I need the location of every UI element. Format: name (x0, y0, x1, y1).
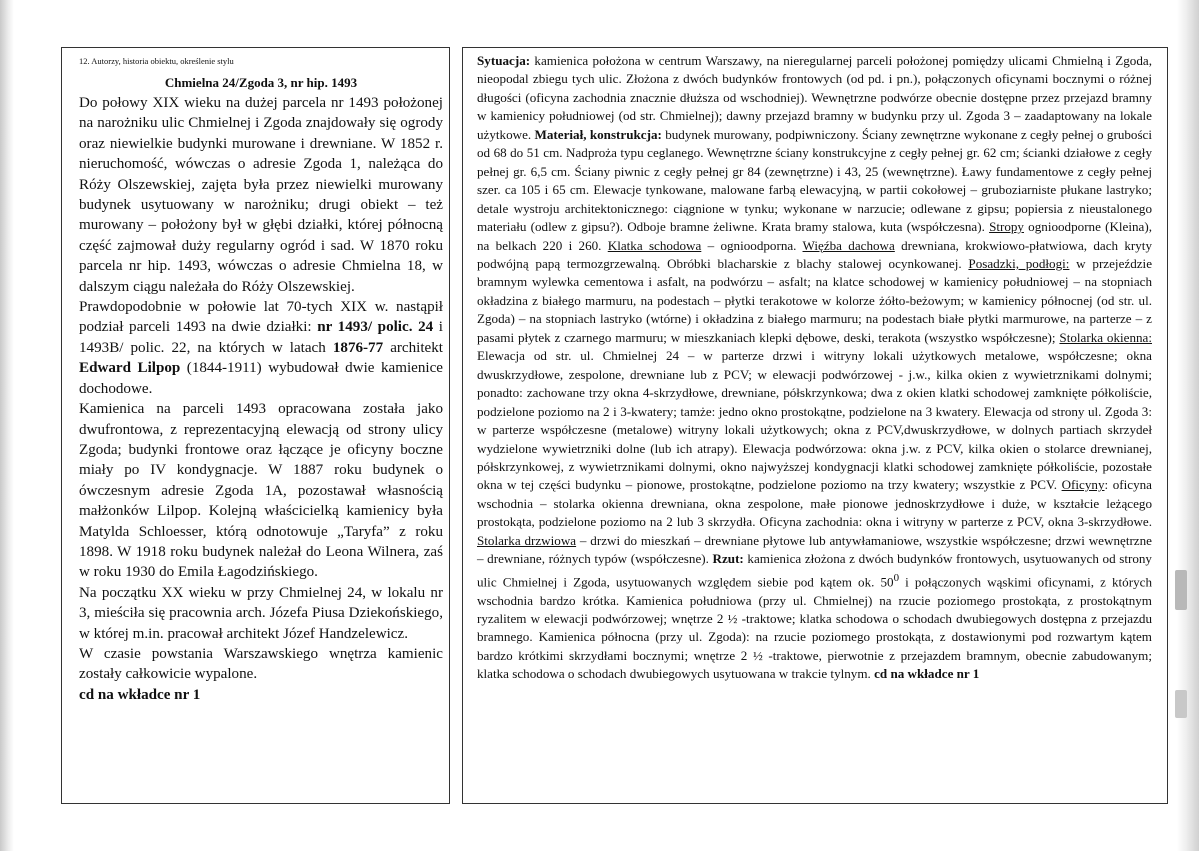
right-column (477, 52, 1152, 684)
left-column (79, 56, 443, 705)
scan-mark (1175, 690, 1187, 718)
stropy-text: ognioodporne (Kleina), na belkach 220 i 260. (477, 219, 1152, 253)
degree-superscript: 0 (893, 571, 900, 584)
wiezba-text: drewniana, krokwiowo-płatwiowa, dach kryty podwójną papą termozgrzewalną. Obróbki blacharskie z blachy stalowej ocynkowanej. (477, 237, 1152, 271)
oficyny-label: Oficyny (1061, 477, 1105, 493)
continuation-text: cd na wkładce nr 1 (874, 666, 980, 682)
scan-edge-right (1177, 0, 1199, 851)
scan-edge-left (0, 0, 14, 851)
rzut-label: Rzut: (712, 551, 744, 567)
material-label: Materiał, konstrukcja: (534, 126, 662, 142)
klatka-text: – ognioodporna. (701, 237, 803, 253)
posadzki-label: Posadzki, podłogi: (968, 255, 1070, 271)
sytuacja-text: kamienica położona w centrum Warszawy, na nieregularnej parceli położonej pomiędzy ulicami Chmielną i Zgoda, nieopodal zbiegu tych ulic. Złożona z dwóch budynków frontowych (od pd. i pn.), połączonych oficynami bocznymi o różnej długości (oficyna zachodnia znacznie dłuższa od wschodniej). Wewnętrzne podwórze obecnie dostępne przez przejazd bramny w kamienicy południowej (od str. Chmielnej); dawny przejazd bramny w budynku przy ul. Zgoda 3 – zaadaptowany na lokale użytkowe. (477, 53, 1152, 142)
stropy-label: Stropy (989, 219, 1024, 235)
continuation-text: cd na wkładce nr 1 (79, 686, 201, 703)
history-paragraph-1: Do połowy XIX wieku na dużej parcela nr 1493 położonej na narożniku ulic Chmielnej i Zgoda znajdowały się ogrody oraz niewielkie budynki murowane i drewniane. W 1852 r. nieruchomość, wówczas o adresie Zgoda 1, należąca do Róży Olszewskiej, zajęta była przez niewielki murowany budynek usytuowany w narożniku; drugi obiekt – też murowany – położony był w głębi działki, której północną część zajmował duży regularny ogród i sad. W 1870 roku parcela nr hip. 1493, wówczas o adresie Chmielna 18, w dalszym ciągu należała do Róży Olszewskiej. (79, 95, 443, 295)
description-paragraph (477, 52, 1152, 684)
history-paragraph-4: Na początku XX wieku w przy Chmielnej 24, w lokalu nr 3, mieściła się pracownia arch. Józefa Piusa Dziekońskiego, w której m.in. pracował architekt Józef Handzelewicz. (79, 584, 443, 642)
text: Prawdopodobnie w połowie lat 70-tych XIX w. nastąpił podział parceli 1493 na dwie działki: (79, 299, 443, 336)
text: i 1493B/ polic. 22, na których w latach (79, 319, 443, 356)
section-header: 12. Autorzy, historia obiektu, określenie stylu (79, 56, 234, 66)
history-paragraph-3: Kamienica na parceli 1493 opracowana została jako dwufrontowa, z reprezentacyjną elewacją od strony ulicy Zgoda; budynki frontowe oraz łączące je oficyny boczne miały po IV kondygnacje. W 1887 roku budynek o ówczesnym adresie Zgoda 1A, pozostawał własnością małżonków Lilpop. Kolejną właścicielką kamienicy była Matylda Schloesser, którą odnotowuje „Taryfa” z roku 1898. W 1918 roku budynek należał do Leona Wilnera, zaś w roku 1930 do Emila Łagodzińskiego. (79, 401, 443, 581)
material-text: budynek murowany, podpiwniczony. Ściany zewnętrzne wykonane z cegły pełnej o grubości od 68 do 51 cm. Nadproża typu ceglanego. Wewnętrzne ściany konstrukcyjne z cegły pełnej gr. 62 cm; ścianki działowe z cegły pełnej gr. 6,5 cm. Ściany piwnic z cegły pełnej gr 84 (zewnętrzne) i 43, 25 (wewnętrzne). Ławy fundamentowe z cegły pełnej szer. ca 105 i 65 cm. Elewacje tynkowane, malowane farbą elewacyjną, w partii cokołowej – gruboziarniste płukane lastryko; detale wystroju architektonicznego: ciągnione w tynku; wykonane w narzucie; odlewane z gipsu; popiersia z nieustalonego materiału (odlew z gipsu?). Odboje bramne żeliwne. Krata bramy stalowa, kuta (współczesna). (477, 126, 1152, 235)
stolarka-okienna-label: Stolarka okienna: (1059, 329, 1152, 345)
klatka-label: Klatka schodowa (607, 237, 702, 253)
rzut-text-2: i połączonych wąskimi oficynami, z których wschodnia bardzo krótka. Kamienica południowa (przy ul. Chmielnej) na rzucie poziomego prostokąta, z prostokątnym ryzalitem w elewacji podwórzowej; wnętrze 2 ½ -traktowe; klatka schodowa o schodach dwubiegowych dostępna z przejazdu bramnego. Kamienica północna (przy ul. Zgoda): na rzucie poziomego prostokąta, z dostawionymi pod rozwartym kątem bardzo krótkimi skrzydłami bocznymi; wnętrze 2 ½ -traktowe, pierwotnie z przejazdem bramnym, obecnie zabudowanym; klatka schodowa o schodach dwubiegowych usytuowana w trakcie tylnym. (477, 574, 1152, 682)
stolarka-okienna-text: Elewacja od str. ul. Chmielnej 24 – w parterze drzwi i witryny lokali użytkowych metalowe, współczesne; okna dwuskrzydłowe, zespolone, drewniane lub z PCV; w elewacji podwórzowej - j.w., kilka okien z wywietrznikami dolnymi; ponadto: zachowane trzy okna 4-skrzydłowe, drewniane, półskrzynkowa; dwa z okien klatki schodowej zamknięte półkoliście, podzielone poziomo na 2 i 3-kwatery; tamże: jedno okno prostokątne, podzielone na 3 kwatery. Elewacja od strony ul. Zgoda 3: w parterze współczesne (metalowe) witryny lokali użytkowych; okna z PCV,dwuskrzydłowe, w dolnych partiach skrzydeł wydzielone wywietrzniki dolne (lub ich atrapy). Elewacja podwórzowa: okna j.w. z PCV, kilka okien o stolarce drewnianej, półskrzynkowej, z wywietrznikami dolnymi, okno najwyższej kondygnacji klatki schodowej zamknięte półkoliście, pozostałe okna w tej części budynku – pionowe, prostokątne, podzielone poziomo na trzy kwatery; wszystkie z PCV. (477, 348, 1152, 493)
parcel-number: nr 1493/ polic. 24 (317, 319, 434, 336)
stolarka-drzwiowa-label: Stolarka drzwiowa (477, 532, 577, 548)
posadzki-text: w przejeździe bramnym wylewka cementowa i asfalt, na podwórzu – asfalt; na klatce schodowej w kamienicy południowej – na stopniach okładzina z białego marmuru, na podestach – płytki terakotowe w kolorze żółto-beżowym; w kamienicy północnej (od str. ul. Zgoda) – na stopniach lastryko (wtórne) i okładzina z białego marmuru; na podestach białe płytki marmurowe, na parterze – z pasami płytek z czarnego marmuru; w mieszkaniach klepki dębowe, deski, terakota (wszystko współczesne); (477, 255, 1153, 345)
scan-mark (1175, 570, 1187, 610)
history-paragraph-2 (79, 297, 443, 399)
history-paragraph-5: W czasie powstania Warszawskiego wnętrza kamienic zostały całkowicie wypalone. (79, 645, 443, 683)
wiezba-label: Więźba dachowa (802, 237, 895, 253)
text: architekt (383, 339, 443, 356)
rzut-text: kamienica złożona z dwóch budynków frontowych, usytuowanych od strony ulic Chmielnej i Zgoda, usytuowanych względem siebie pod kątem ok. 50 (477, 551, 1152, 590)
text: (1844-1911) wybudował dwie kamienice dochodowe. (79, 360, 443, 397)
sytuacja-label: Sytuacja: (477, 53, 531, 68)
stolarka-drzwiowa-text: – drzwi do mieszkań – drewniane płytowe lub antywłamaniowe, wszystkie współczesne; drzwi wewnętrzne – drewniane, różnych typów (współczesne). (477, 532, 1152, 567)
document-title: Chmielna 24/Zgoda 3, nr hip. 1493 (164, 75, 358, 90)
oficyny-text: : oficyna wschodnia – stolarka okienna drewniana, okna zespolone, małe pionowe jednoskrzydłowe i duże, w kształcie leżącego prostokąta, podzielone poziomo na 2 lub 3 skrzydła. Oficyna zachodnia: okna i witryny w parterze z PCV, okna 3-skrzydłowe. (477, 477, 1152, 530)
architect-name: Edward Lilpop (79, 360, 181, 377)
build-years: 1876-77 (332, 339, 384, 356)
continuation-note (79, 685, 443, 705)
